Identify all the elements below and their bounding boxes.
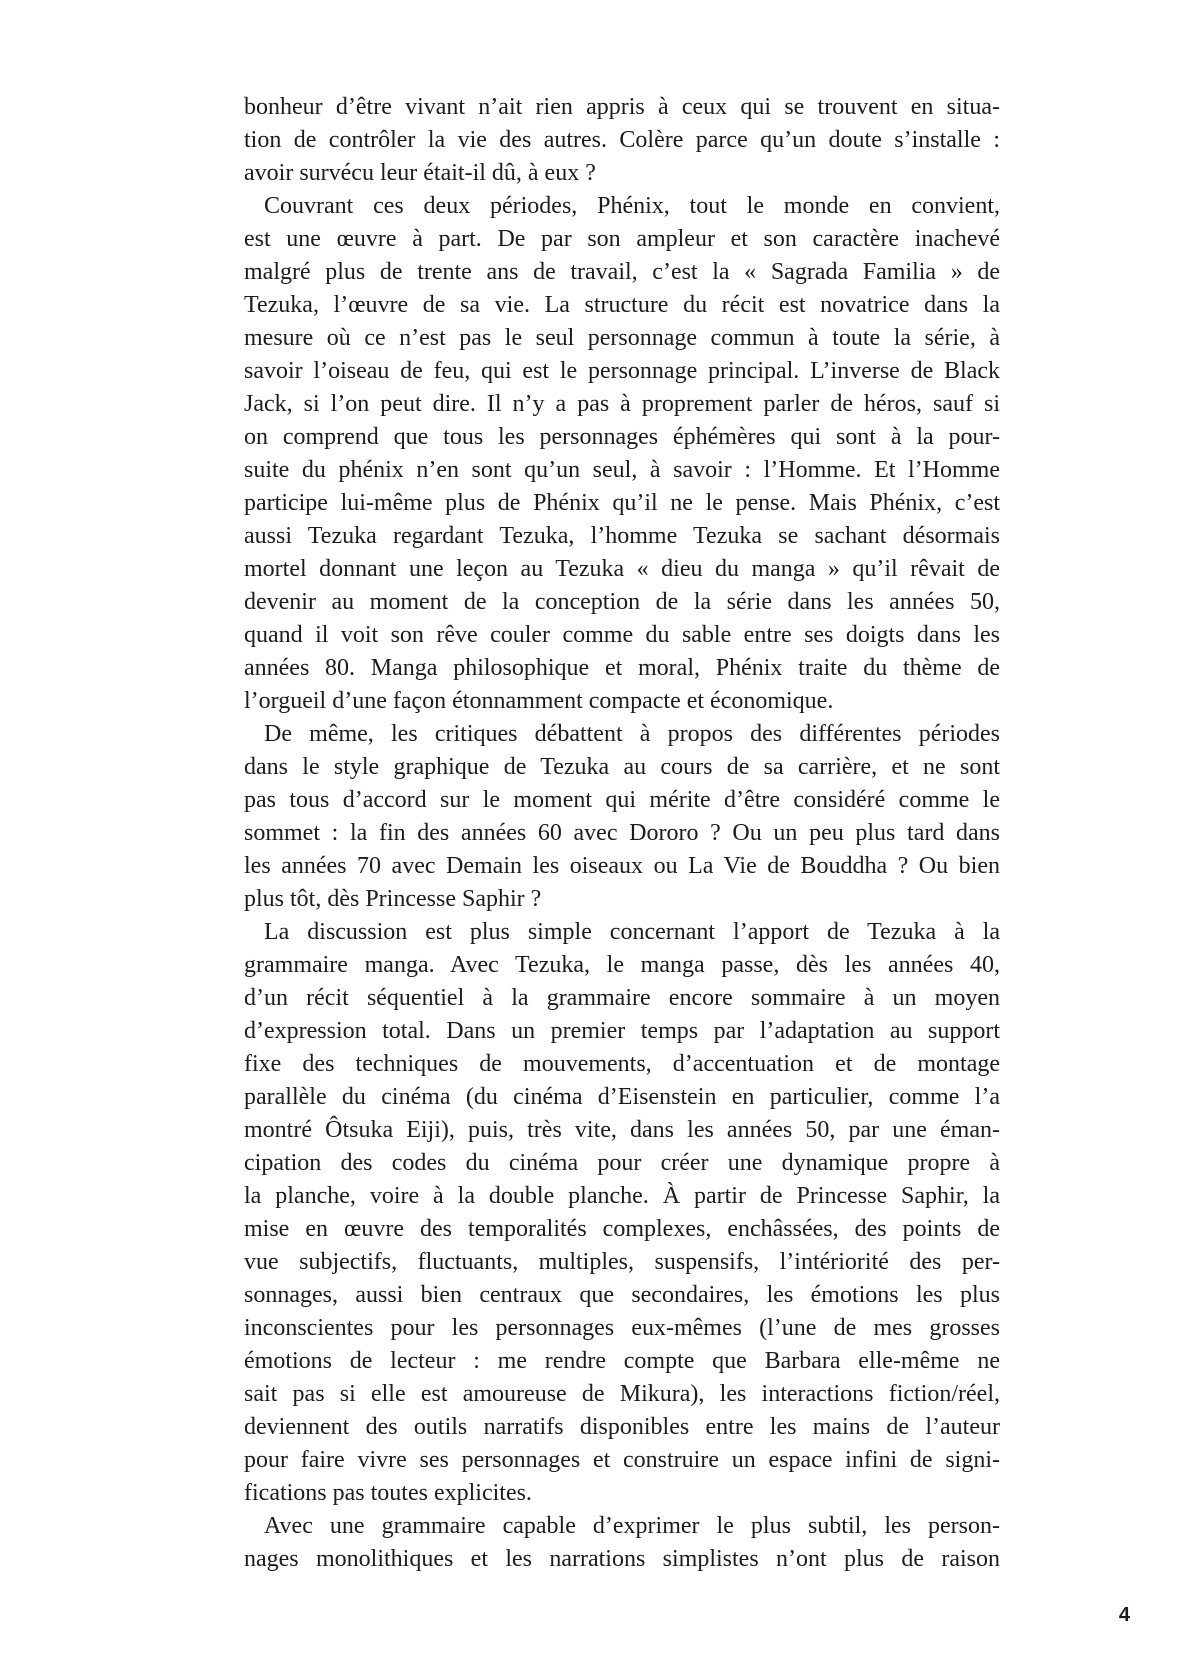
text-line: malgré plus de trente ans de travail, c’est la « Sagrada Familia » de [244,259,1000,285]
text-line: mise en œuvre des temporalités complexes, enchâssées, des points de [244,1216,1000,1242]
text-line: années 80. Manga philosophique et moral, Phénix traite du thème de [244,655,1000,681]
text-line: l’orgueil d’une façon étonnamment compacte et économique. [244,688,834,714]
text-line: sommet : la fin des années 60 avec Dororo ? Ou un peu plus tard dans [244,820,1000,846]
text-line: tion de contrôler la vie des autres. Colère parce qu’un doute s’installe : [244,127,1000,153]
text-line: De même, les critiques débattent à propos des différentes périodes [264,721,1000,747]
text-line: sait pas si elle est amoureuse de Mikura), les interactions fiction/réel, [244,1381,1000,1407]
text-line: avoir survécu leur était-il dû, à eux ? [244,160,596,186]
text-line: nages monolithiques et les narrations simplistes n’ont plus de raison [244,1546,1000,1572]
body-text [244,91,1000,1576]
text-line: on comprend que tous les personnages éphémères qui sont à la pour- [244,424,1000,450]
text-line: la planche, voire à la double planche. À partir de Princesse Saphir, la [244,1183,1000,1209]
text-line: Jack, si l’on peut dire. Il n’y a pas à proprement parler de héros, sauf si [244,391,1000,417]
text-line: parallèle du cinéma (du cinéma d’Eisenstein en particulier, comme l’a [244,1084,1000,1110]
text-line: montré Ôtsuka Eiji), puis, très vite, dans les années 50, par une éman- [244,1117,1000,1143]
text-line: est une œuvre à part. De par son ampleur et son caractère inachevé [244,226,1000,252]
text-line: La discussion est plus simple concernant l’apport de Tezuka à la [264,919,1000,945]
text-line: quand il voit son rêve couler comme du sable entre ses doigts dans les [244,622,1000,648]
text-line: vue subjectifs, fluctuants, multiples, suspensifs, l’intériorité des per- [244,1249,1000,1275]
page-number: 4 [1118,1604,1130,1626]
text-line: émotions de lecteur : me rendre compte que Barbara elle-même ne [244,1348,1000,1374]
text-line: deviennent des outils narratifs disponibles entre les mains de l’auteur [244,1414,1000,1440]
text-line: Tezuka, l’œuvre de sa vie. La structure du récit est novatrice dans la [244,292,1000,318]
text-line: bonheur d’être vivant n’ait rien appris à ceux qui se trouvent en situa- [244,94,1000,120]
text-line: pour faire vivre ses personnages et construire un espace infini de signi- [244,1447,1000,1473]
text-line: devenir au moment de la conception de la série dans les années 50, [244,589,1000,615]
text-line: pas tous d’accord sur le moment qui mérite d’être considéré comme le [244,787,1000,813]
text-line: fixe des techniques de mouvements, d’accentuation et de montage [244,1051,1000,1077]
text-line: grammaire manga. Avec Tezuka, le manga passe, dès les années 40, [244,952,1000,978]
text-line: les années 70 avec Demain les oiseaux ou La Vie de Bouddha ? Ou bien [244,853,1000,879]
text-line: d’expression total. Dans un premier temps par l’adaptation au support [244,1018,1000,1044]
text-line: plus tôt, dès Princesse Saphir ? [244,886,542,912]
text-line: mortel donnant une leçon au Tezuka « dieu du manga » qu’il rêvait de [244,556,1000,582]
text-line: Couvrant ces deux périodes, Phénix, tout le monde en convient, [264,193,1000,219]
text-line: cipation des codes du cinéma pour créer une dynamique propre à [244,1150,1000,1176]
text-line: Avec une grammaire capable d’exprimer le plus subtil, les person- [264,1513,1000,1539]
text-line: suite du phénix n’en sont qu’un seul, à savoir : l’Homme. Et l’Homme [244,457,1000,483]
text-line: inconscientes pour les personnages eux-mêmes (l’une de mes grosses [244,1315,1000,1341]
text-line: dans le style graphique de Tezuka au cours de sa carrière, et ne sont [244,754,1000,780]
text-line: fications pas toutes explicites. [244,1480,532,1506]
text-line: aussi Tezuka regardant Tezuka, l’homme Tezuka se sachant désormais [244,523,1000,549]
text-line: sonnages, aussi bien centraux que secondaires, les émotions les plus [244,1282,1000,1308]
text-line: mesure où ce n’est pas le seul personnage commun à toute la série, à [244,325,1000,351]
text-line: participe lui-même plus de Phénix qu’il ne le pense. Mais Phénix, c’est [244,490,1000,516]
text-line: d’un récit séquentiel à la grammaire encore sommaire à un moyen [244,985,1000,1011]
text-line: savoir l’oiseau de feu, qui est le personnage principal. L’inverse de Black [244,358,1000,384]
